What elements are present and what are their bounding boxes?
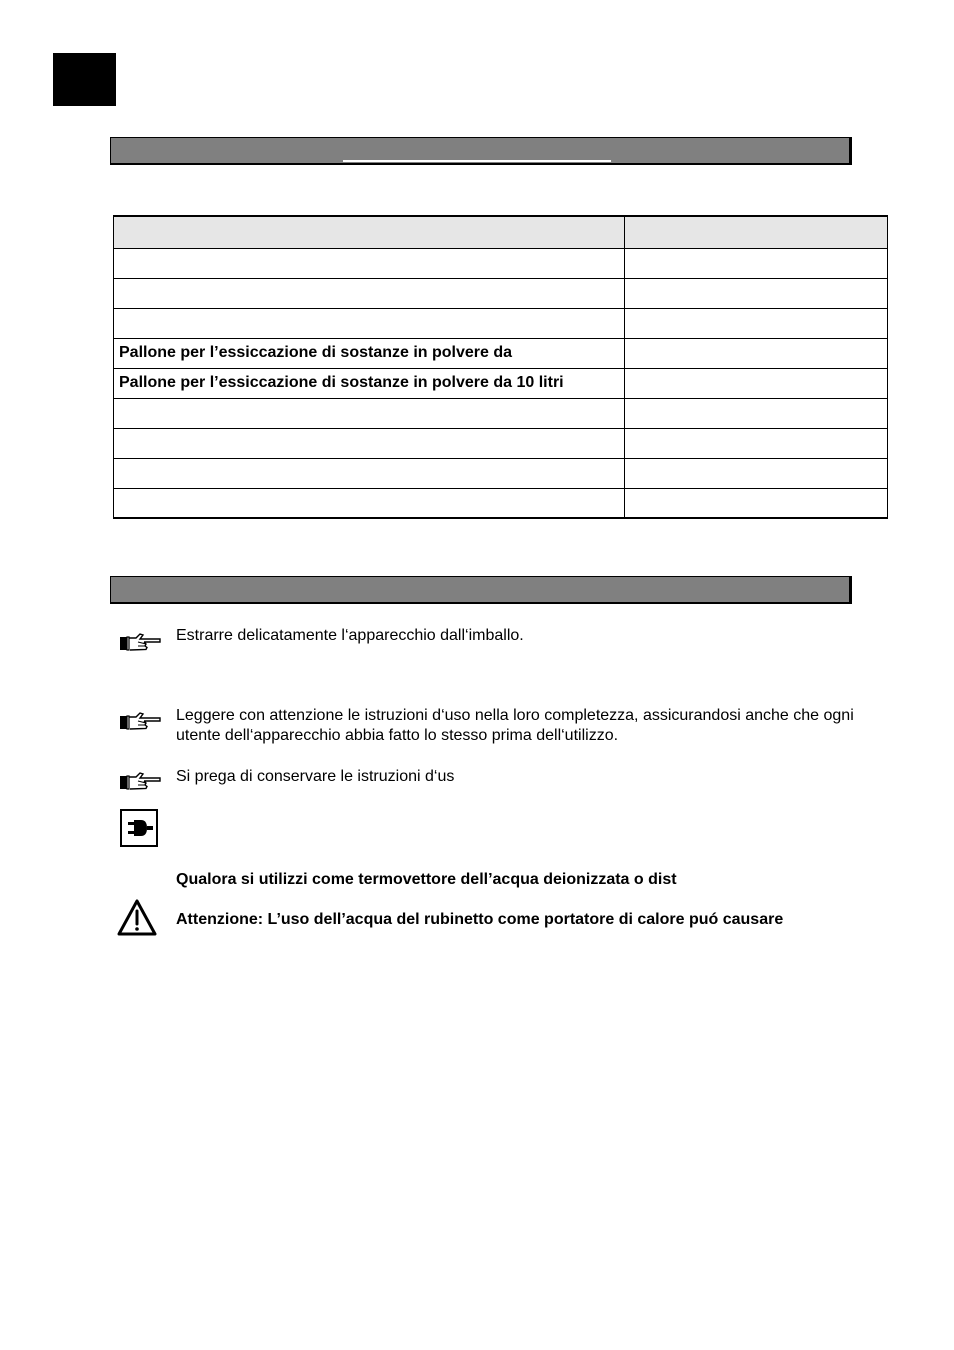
- table-cell: [625, 368, 888, 398]
- table-cell: [114, 248, 625, 278]
- table-cell: Pallone per l’essiccazione di sostanze in polvere da: [114, 338, 625, 368]
- table-cell: [625, 338, 888, 368]
- note-deionized-water: Qualora si utilizzi come termovettore dell’acqua deionizzata o dist: [176, 871, 677, 888]
- table-row: [114, 488, 888, 518]
- table-cell: [625, 428, 888, 458]
- table-row: [114, 278, 888, 308]
- note-keep-instructions: Si prega di conservare le istruzioni d‘us: [176, 768, 455, 785]
- table-cell: [114, 398, 625, 428]
- table-row: [114, 248, 888, 278]
- table-cell: [625, 308, 888, 338]
- table-cell: [625, 458, 888, 488]
- table-header-cell: [625, 216, 888, 248]
- table-cell: Pallone per l’essiccazione di sostanze in polvere da 10 litri: [114, 368, 625, 398]
- pointing-hand-icon: [118, 771, 162, 795]
- table-cell: [114, 488, 625, 518]
- table-cell: [114, 428, 625, 458]
- section-header-bar-2: [110, 576, 852, 604]
- table-header-cell: [114, 216, 625, 248]
- table-row: [114, 308, 888, 338]
- section-title-underline: [343, 160, 611, 162]
- table-row: [114, 338, 888, 368]
- warning-triangle-icon: [117, 899, 157, 937]
- power-plug-icon: [120, 809, 158, 847]
- pointing-hand-icon: [118, 632, 162, 656]
- note-read-instructions: Leggere con attenzione le istruzioni d‘uso nella loro completezza, assicurandosi anche che ogni utente dell‘apparecchio abbia fatto lo stesso prima dell‘utilizzo.: [176, 707, 854, 744]
- table-cell: [625, 248, 888, 278]
- table-cell: [625, 398, 888, 428]
- note-tap-water-warning: Attenzione: L’uso dell’acqua del rubinetto come portatore di calore puó causare: [176, 911, 784, 928]
- table-row: [114, 458, 888, 488]
- table-cell: [625, 278, 888, 308]
- table-row: [114, 398, 888, 428]
- section-header-bar-1: [110, 137, 852, 165]
- table-row: [114, 368, 888, 398]
- pointing-hand-icon: [118, 711, 162, 735]
- parts-table: [113, 215, 888, 519]
- page-corner-marker: [53, 53, 116, 106]
- table-header-row: [114, 216, 888, 248]
- table-cell: [114, 308, 625, 338]
- table-row: [114, 428, 888, 458]
- table-cell: [114, 278, 625, 308]
- table-cell: [114, 458, 625, 488]
- note-unpack: Estrarre delicatamente l‘apparecchio dall‘imballo.: [176, 627, 524, 644]
- table-cell: [625, 488, 888, 518]
